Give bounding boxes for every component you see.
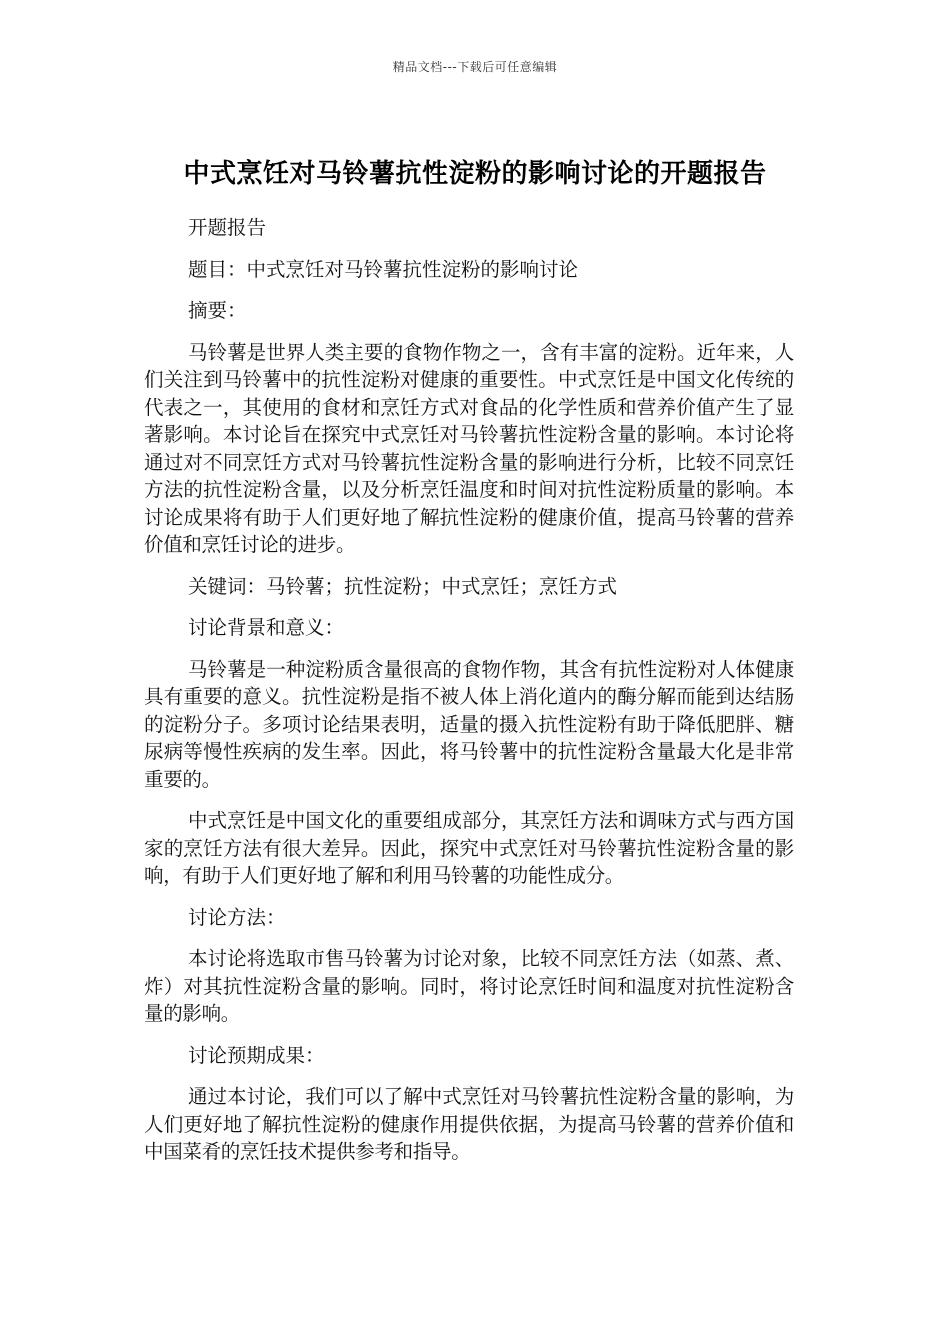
abstract-heading: 摘要：	[188, 299, 247, 322]
keywords-line: 关键词：马铃薯；抗性淀粉；中式烹饪；烹饪方式	[188, 574, 618, 598]
method-heading: 讨论方法：	[188, 905, 286, 929]
results-heading: 讨论预期成果：	[188, 1043, 325, 1067]
background-heading: 讨论背景和意义：	[188, 616, 345, 639]
background-paragraph-2: 中式烹饪是中国文化的重要组成部分，其烹饪方法和调味方式与西方国家的烹饪方法有很大差异。因此，探究中式烹饪对马铃薯抗性淀粉含量的影响，有助于人们更好地了解和利用马铃薯的功能性成分。	[144, 809, 794, 887]
abstract-paragraph: 马铃薯是世界人类主要的食物作物之一，含有丰富的淀粉。近年来，人们关注到马铃薯中的抗性淀粉对健康的重要性。中式烹饪是中国文化传统的代表之一，其使用的食材和烹饪方式对食品的化学性质和营养价值产生了显著影响。本讨论旨在探究中式烹饪对马铃薯抗性淀粉含量的影响。本讨论将通过对不同烹饪方式对马铃薯抗性淀粉含量的影响进行分析，比较不同烹饪方法的抗性淀粉含量，以及分析烹饪温度和时间对抗性淀粉质量的影响。本讨论成果将有助于人们更好地了解抗性淀粉的健康价值，提高马铃薯的营养价值和烹饪讨论的进步。	[144, 340, 794, 556]
document-title: 中式烹饪对马铃薯抗性淀粉的影响讨论的开题报告	[183, 159, 767, 190]
report-label: 开题报告	[188, 216, 267, 239]
document-body	[144, 214, 794, 1180]
results-paragraph: 通过本讨论，我们可以了解中式烹饪对马铃薯抗性淀粉含量的影响，为人们更好地了解抗性淀粉的健康作用提供依据，为提高马铃薯的营养价值和中国菜肴的烹饪技术提供参考和指导。	[144, 1085, 794, 1163]
method-paragraph: 本讨论将选取市售马铃薯为讨论对象，比较不同烹饪方法（如蒸、煮、炸）对其抗性淀粉含量的影响。同时，将讨论烹饪时间和温度对抗性淀粉含量的影响。	[144, 947, 794, 1025]
topic-line: 题目：中式烹饪对马铃薯抗性淀粉的影响讨论	[188, 257, 579, 281]
page-header-note: 精品文档---下载后可任意编辑	[392, 60, 558, 74]
background-paragraph-1: 马铃薯是一种淀粉质含量很高的食物作物，其含有抗性淀粉对人体健康具有重要的意义。抗性淀粉是指不被人体上消化道内的酶分解而能到达结肠的淀粉分子。多项讨论结果表明，适量的摄入抗性淀粉有助于降低肥胖、糖尿病等慢性疾病的发生率。因此，将马铃薯中的抗性淀粉含量最大化是非常重要的。	[144, 657, 794, 791]
